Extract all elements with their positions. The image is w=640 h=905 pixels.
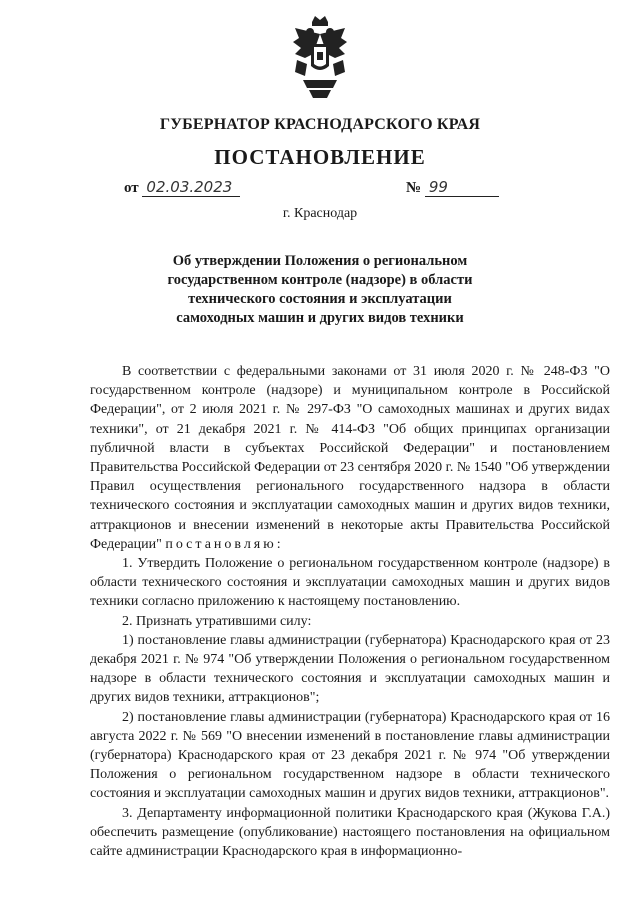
date-line bbox=[124, 178, 240, 197]
number-value: 99 bbox=[425, 178, 499, 197]
document-subject: Об утверждении Положения о региональном государственном контроле (надзоре) в области технического состояния и эксплуатации самоходных машин и других видов техники bbox=[167, 253, 473, 326]
item-2-1: 1) постановление главы администрации (губернатора) Краснодарского края от 23 декабря 2021 г. № 974 "Об утверждении Положения о региональном государственном надзоре в области технического состояния и эксплуатации самоходных машин и других видов техники, аттракционов"; bbox=[90, 632, 610, 706]
number-label: № bbox=[406, 180, 422, 196]
coat-of-arms-icon bbox=[291, 14, 349, 100]
date-value: 02.03.2023 bbox=[142, 178, 240, 197]
issuing-authority: ГУБЕРНАТОР КРАСНОДАРСКОГО КРАЯ bbox=[159, 116, 481, 133]
preamble-text: В соответствии с федеральными законами от 31 июля 2020 г. № 248-ФЗ "О государственном контроле (надзоре) и муниципальном контроле в Российской Федерации", от 2 июля 2021 г. № 297-ФЗ "О самоходных машинах и других видах техники", от 21 декабря 2021 г. № 414-ФЗ "Об общих принципах организации публичной власти в субъектах Российской Федерации" и постановлением Правительства Российской Федерации от 23 сентября 2020 г. № 1540 "Об утверждении Правил осуществления регионального государственного надзора в области технического состояния и эксплуатации самоходных машин и других видов техники, аттракционов и внесении изменений в некоторые акты Правительства Российской Федерации" bbox=[90, 364, 610, 552]
decree-word: постановляю: bbox=[165, 536, 284, 552]
item-3: 3. Департаменту информационной политики Краснодарского края (Жукова Г.А.) обеспечить размещение (опубликование) настоящего постановления на официальном сайте администрации Краснодарского края в информационно- bbox=[90, 805, 610, 860]
item-2: 2. Признать утратившими силу: bbox=[122, 613, 312, 629]
item-2-2: 2) постановление главы администрации (губернатора) Краснодарского края от 16 августа 2022 г. № 569 "О внесении изменений в постановление главы администрации (губернатора) Краснодарского края от 23 декабря 2021 г. № 974 "Об утверждении Положения о региональном государственном надзоре в области технического состояния и эксплуатации самоходных машин и других видов техники, аттракционов". bbox=[90, 709, 610, 802]
preamble-paragraph bbox=[90, 362, 610, 554]
date-label: от bbox=[124, 180, 139, 196]
item-1: 1. Утвердить Положение о региональном государственном контроле (надзоре) в области технического состояния и эксплуатации самоходных машин и других видов техники согласно приложению к настоящему постановлению. bbox=[90, 556, 610, 610]
city: г. Краснодар bbox=[282, 206, 358, 221]
number-line bbox=[406, 178, 499, 197]
document-body bbox=[90, 362, 610, 861]
document-type: ПОСТАНОВЛЕНИЕ bbox=[214, 145, 426, 169]
